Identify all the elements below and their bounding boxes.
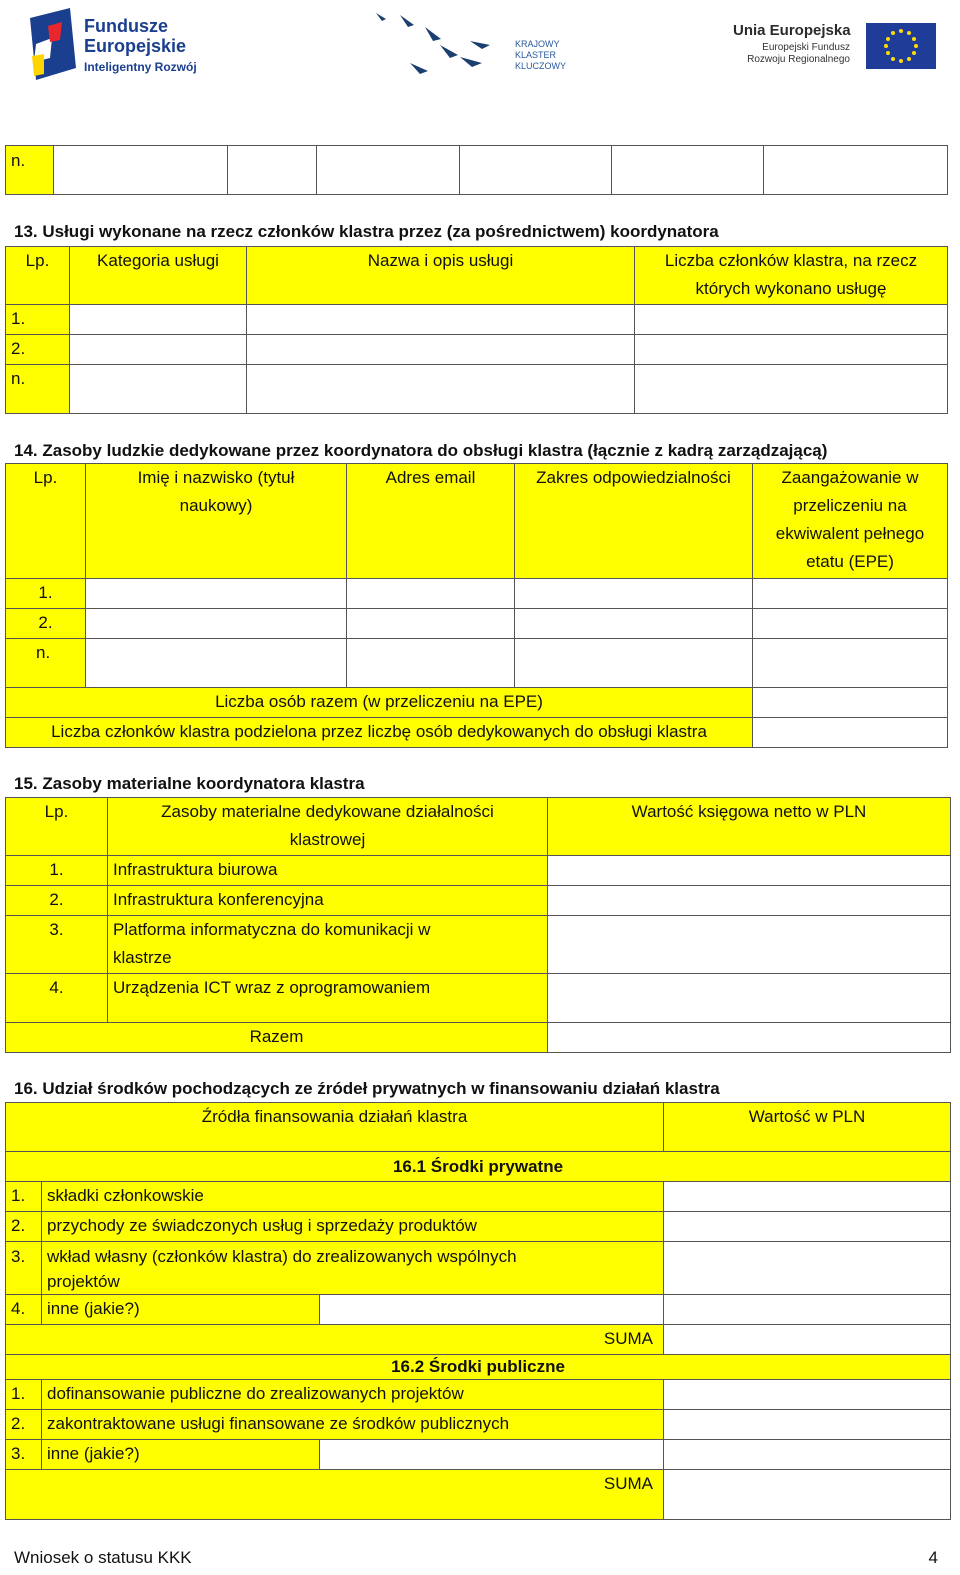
row-lp: 4. bbox=[6, 974, 108, 1023]
col-nazwa: Nazwa i opis usługi bbox=[247, 247, 635, 305]
col-lp: Lp. bbox=[6, 798, 108, 856]
row-lp: 1. bbox=[6, 579, 86, 609]
section-15-table bbox=[5, 797, 951, 1053]
row-name: Platforma informatyczna do komunikacji w klastrze bbox=[108, 916, 548, 974]
empty-cell[interactable] bbox=[664, 1295, 951, 1325]
suma-value[interactable] bbox=[664, 1470, 951, 1520]
fe-title: Fundusze Europejskie bbox=[84, 16, 187, 56]
razem-label: Razem bbox=[6, 1023, 548, 1053]
private-title: 16.1 Środki prywatne bbox=[6, 1152, 951, 1182]
row-lp: 2. bbox=[6, 1410, 42, 1440]
empty-cell[interactable] bbox=[515, 639, 753, 688]
row-name: Infrastruktura konferencyjna bbox=[108, 886, 548, 916]
col-lp: Lp. bbox=[6, 464, 86, 579]
row-name: Infrastruktura biurowa bbox=[108, 856, 548, 886]
section-14-heading: 14. Zasoby ludzkie dedykowane przez koordynatora do obsługi klastra (łącznie z kadrą zarządzającą) bbox=[14, 441, 828, 460]
row-lp: 1. bbox=[6, 1380, 42, 1410]
ue-subtitle: Europejski Fundusz Rozwoju Regionalnego bbox=[747, 42, 850, 65]
empty-cell[interactable] bbox=[548, 856, 951, 886]
empty-cell[interactable] bbox=[515, 579, 753, 609]
row-lp: 4. bbox=[6, 1295, 42, 1325]
col-email: Adres email bbox=[347, 464, 515, 579]
empty-cell[interactable] bbox=[86, 609, 347, 639]
other-source-input[interactable] bbox=[320, 1295, 664, 1325]
krajowy-klaster-logo bbox=[370, 5, 580, 87]
empty-cell[interactable] bbox=[70, 305, 247, 335]
col-kategoria: Kategoria usługi bbox=[70, 247, 247, 305]
fundusze-europejskie-logo bbox=[30, 8, 230, 86]
empty-cell[interactable] bbox=[664, 1242, 951, 1295]
suma-value[interactable] bbox=[664, 1325, 951, 1355]
empty-cell[interactable] bbox=[347, 639, 515, 688]
ratio-label: Liczba członków klastra podzielona przez liczbę osób dedykowanych do obsługi klastra bbox=[6, 718, 753, 748]
row-lp: 3. bbox=[6, 1242, 42, 1295]
sum-epe-value[interactable] bbox=[753, 688, 948, 718]
birds-icon bbox=[370, 5, 510, 85]
fe-star-icon bbox=[30, 8, 76, 80]
empty-cell[interactable] bbox=[635, 335, 948, 365]
empty-cell[interactable] bbox=[548, 886, 951, 916]
empty-cell[interactable] bbox=[86, 639, 347, 688]
row-name: przychody ze świadczonych usług i sprzedaży produktów bbox=[42, 1212, 664, 1242]
eu-flag-icon bbox=[866, 23, 936, 69]
row-lp: 2. bbox=[6, 609, 86, 639]
row-lp: 1. bbox=[6, 856, 108, 886]
empty-cell[interactable] bbox=[635, 305, 948, 335]
section-16-heading: 16. Udział środków pochodzących ze źródeł prywatnych w finansowaniu działań klastra bbox=[14, 1079, 720, 1098]
row-lp: 2. bbox=[6, 1212, 42, 1242]
col-epe: Zaangażowanie w przeliczeniu na ekwiwalent pełnego etatu (EPE) bbox=[753, 464, 948, 579]
empty-cell[interactable] bbox=[753, 639, 948, 688]
fe-subtitle: Inteligentny Rozwój bbox=[84, 60, 197, 74]
row-name: inne (jakie?) bbox=[42, 1295, 320, 1325]
empty-cell[interactable] bbox=[460, 146, 612, 195]
col-liczba: Liczba członków klastra, na rzecz których wykonano usługę bbox=[635, 247, 948, 305]
empty-cell[interactable] bbox=[70, 365, 247, 414]
row-lp: 1. bbox=[6, 305, 70, 335]
unia-europejska-logo bbox=[730, 20, 940, 72]
section-16-table bbox=[5, 1102, 951, 1520]
col-zakres: Zakres odpowiedzialności bbox=[515, 464, 753, 579]
row-lp: 2. bbox=[6, 886, 108, 916]
section-13-table bbox=[5, 246, 948, 414]
empty-cell[interactable] bbox=[612, 146, 764, 195]
suma-label: SUMA bbox=[6, 1325, 664, 1355]
razem-value[interactable] bbox=[548, 1023, 951, 1053]
col-imie-nazwisko: Imię i nazwisko (tytuł naukowy) bbox=[86, 464, 347, 579]
empty-cell[interactable] bbox=[753, 609, 948, 639]
ue-title: Unia Europejska bbox=[733, 22, 851, 39]
footer-title: Wniosek o statusu KKK bbox=[14, 1548, 192, 1567]
section-15-heading: 15. Zasoby materialne koordynatora klastra bbox=[14, 774, 365, 793]
ratio-value[interactable] bbox=[753, 718, 948, 748]
col-wartosc: Wartość w PLN bbox=[664, 1103, 951, 1152]
empty-cell[interactable] bbox=[247, 335, 635, 365]
empty-cell[interactable] bbox=[515, 609, 753, 639]
empty-cell[interactable] bbox=[228, 146, 317, 195]
sum-epe-label: Liczba osób razem (w przeliczeniu na EPE) bbox=[6, 688, 753, 718]
empty-cell[interactable] bbox=[753, 579, 948, 609]
empty-cell[interactable] bbox=[664, 1380, 951, 1410]
row-name: dofinansowanie publiczne do zrealizowanych projektów bbox=[42, 1380, 664, 1410]
col-wartosc: Wartość księgowa netto w PLN bbox=[548, 798, 951, 856]
empty-cell[interactable] bbox=[54, 146, 228, 195]
empty-cell[interactable] bbox=[317, 146, 460, 195]
page-number: 4 bbox=[928, 1548, 938, 1567]
row-label: n. bbox=[6, 146, 54, 195]
row-lp: n. bbox=[6, 365, 70, 414]
section-13-heading: 13. Usługi wykonane na rzecz członków klastra przez (za pośrednictwem) koordynatora bbox=[14, 222, 719, 241]
empty-cell[interactable] bbox=[664, 1410, 951, 1440]
empty-cell[interactable] bbox=[548, 974, 951, 1023]
empty-cell[interactable] bbox=[247, 365, 635, 414]
row-lp: 3. bbox=[6, 916, 108, 974]
row-name: zakontraktowane usługi finansowane ze środków publicznych bbox=[42, 1410, 664, 1440]
suma-label: SUMA bbox=[6, 1470, 664, 1520]
row-lp: 1. bbox=[6, 1182, 42, 1212]
public-title: 16.2 Środki publiczne bbox=[6, 1355, 951, 1380]
empty-cell[interactable] bbox=[70, 335, 247, 365]
empty-cell[interactable] bbox=[247, 305, 635, 335]
row-lp: 2. bbox=[6, 335, 70, 365]
empty-cell[interactable] bbox=[86, 579, 347, 609]
empty-cell[interactable] bbox=[764, 146, 948, 195]
empty-cell[interactable] bbox=[347, 579, 515, 609]
other-source-input[interactable] bbox=[320, 1440, 664, 1470]
empty-cell[interactable] bbox=[664, 1440, 951, 1470]
empty-cell[interactable] bbox=[548, 916, 951, 974]
top-partial-table bbox=[5, 145, 948, 195]
row-name: wkład własny (członków klastra) do zrealizowanych wspólnych projektów bbox=[42, 1242, 664, 1295]
empty-cell[interactable] bbox=[635, 365, 948, 414]
empty-cell[interactable] bbox=[664, 1212, 951, 1242]
col-zasoby: Zasoby materialne dedykowane działalności klastrowej bbox=[108, 798, 548, 856]
empty-cell[interactable] bbox=[664, 1182, 951, 1212]
kk-text: KRAJOWY KLASTER KLUCZOWY bbox=[515, 39, 567, 71]
row-lp: n. bbox=[6, 639, 86, 688]
row-name: składki członkowskie bbox=[42, 1182, 664, 1212]
col-lp: Lp. bbox=[6, 247, 70, 305]
col-zrodla: Źródła finansowania działań klastra bbox=[6, 1103, 664, 1152]
row-name: Urządzenia ICT wraz z oprogramowaniem bbox=[108, 974, 548, 1023]
section-14-table bbox=[5, 463, 948, 748]
empty-cell[interactable] bbox=[347, 609, 515, 639]
row-lp: 3. bbox=[6, 1440, 42, 1470]
row-name: inne (jakie?) bbox=[42, 1440, 320, 1470]
